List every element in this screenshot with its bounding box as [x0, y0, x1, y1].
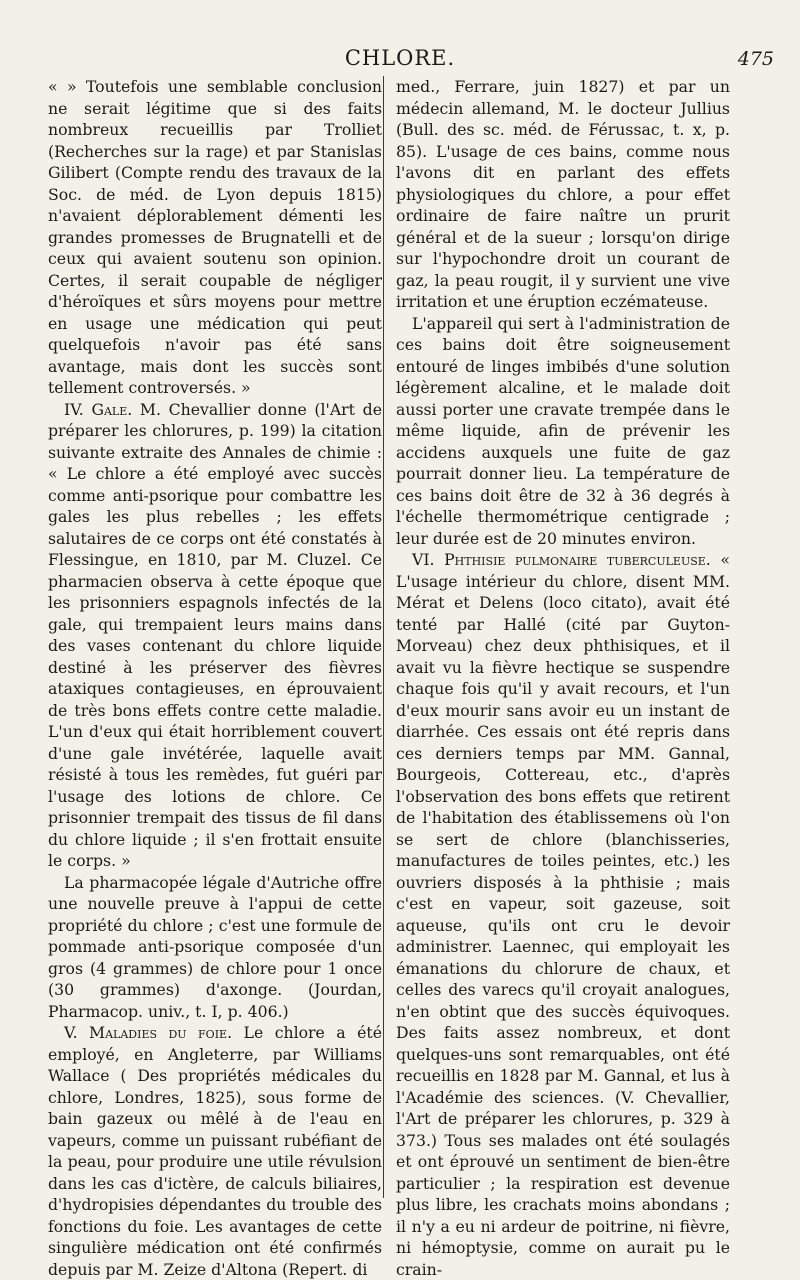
- left-column: [48, 76, 382, 1280]
- paragraph-bains-effets: med., Ferrare, juin 1827) et par un médecin allemand, M. le docteur Jullius (Bull. des sc. méd. de Férussac, t. x, p. 85). L'usage de ces bains, comme nous l'avons dit en parlant des effets physiologiques du chlore, a pour effet ordinaire de faire naître un prurit général et de la sueur ; lorsqu'on dirige sur l'hypochondre droit un courant de gaz, la peau rougit, il y survient une vive irritation et une éruption eczémateuse.: [396, 77, 730, 311]
- paragraph-appareil: L'appareil qui sert à l'administration de ces bains doit être soigneusement entouré de linges imbibés d'une solution légèrement alcaline, et le malade doit aussi porter une cravate trempée dans le même liquide, afin de prévenir les accidens auxquels une fuite de gaz pourrait donner lieu. La température de ces bains doit être de 32 à 36 degrés à l'échelle thermométrique centigrade ; leur durée est de 20 minutes environ.: [396, 313, 730, 548]
- running-head: [0, 46, 800, 74]
- paragraph-pharmacopee: La pharmacopée légale d'Autriche offre une nouvelle preuve à l'appui de cette propriété du chlore ; c'est une formule de pommade anti-psorique composée d'un gros (4 grammes) de chlore pour 1 once (30 grammes) d'axonge. (Jourdan, Pharmacop. univ., t. I, p. 406.): [48, 872, 382, 1021]
- column-divider: [383, 76, 384, 1198]
- right-column: [396, 76, 730, 1280]
- page-number: 475: [737, 48, 774, 70]
- section-heading-gale: IV. Gale.: [64, 399, 133, 419]
- page-title: CHLORE.: [344, 46, 456, 70]
- paragraph-gale: [48, 399, 382, 872]
- paragraph-maladies-foie: [48, 1022, 382, 1280]
- section-heading-maladies-foie: V. Maladies du foie.: [64, 1023, 233, 1042]
- section-heading-phthisie: VI. Phthisie pulmonaire tuberculeuse.: [412, 550, 711, 569]
- paragraph-maladies-foie-text: Le chlore a été employé, en Angleterre, par Williams Wallace ( Des propriétés médicales du chlore, Londres, 1825), sous forme de bain gazeux ou mêlé à de l'eau en vapeurs, comme un puissant rubéfiant de la peau, pour produire une utile révulsion dans les cas d'ictère, de calculs biliaires, d'hydropisies dépendantes du trouble des fonctions du foie. Les avantages de cette singulière médication ont été confirmés depuis par M. Zeize d'Altona (Repert. di: [48, 1023, 382, 1279]
- paragraph-rabies-conclusion: « » Toutefois une semblable conclusion ne serait légitime que si des faits nombreux recueillis par Trolliet (Recherches sur la rage) et par Stanislas Gilibert (Compte rendu des travaux de la Soc. de méd. de Lyon depuis 1815) n'avaient déplorablement démenti les grandes promesses de Brugnatelli et de ceux qui avaient soutenu son opinion. Certes, il serait coupable de négliger d'héroïques et sûrs moyens pour mettre en usage une médication qui peut quelquefois n'avoir pas été sans avantage, mais dont les succès sont tellement controversés. »: [48, 77, 382, 397]
- paragraph-phthisie-text: « L'usage intérieur du chlore, disent MM. Mérat et Delens (loco citato), avait été tenté par Hallé (cité par Guyton-Morveau) chez deux phthisiques, et il avait vu la fièvre hectique se suspendre chaque fois qu'il y avait recours, et l'un d'eux mourir sans avoir eu un instant de diarrhée. Ces essais ont été repris dans ces derniers temps par MM. Gannal, Bourgeois, Cottereau, etc., d'après l'observation des bons effets que retirent de l'habitation des établissemens où l'on se sert de chlore (blanchisseries, manufactures de toiles peintes, etc.) les ouvriers disposés à la phthisie ; mais c'est en vapeur, soit gazeuse, soit aqueuse, qu'ils ont cru le devoir administrer. Laennec, qui employait les émanations du chlorure de chaux, et celles des varecs qu'il croyait analogues, n'en obtint que des succès équivoques. Des faits assez nombreux, et dont quelques-uns sont remarquables, ont été recueillis en 1828 par M. Gannal, et lus à l'Académie des sciences. (V. Chevallier, l'Art de préparer les chlorures, p. 329 à 373.) Tous ses malades ont été soulagés et ont éprouvé un sentiment de bien-être particulier ; la respiration est devenue plus libre, les crachats moins abondans ; il n'y a eu ni ardeur de poitrine, ni fièvre, ni hémoptysie, comme on aurait pu le crain-: [396, 550, 730, 1279]
- paragraph-gale-text: M. Chevallier donne (l'Art de préparer les chlorures, p. 199) la citation suivante extraite des Annales de chimie : « Le chlore a été employé avec succès comme anti-psorique pour combattre les gales les plus rebelles ; les effets salutaires de ce corps ont été constatés à Flessingue, en 1810, par M. Cluzel. Ce pharmacien observa à cette époque que les prisonniers espagnols infectés de la gale, qui trempaient leurs mains dans des vases contenant du chlore liquide destiné à les préserver des fièvres ataxiques contagieuses, en éprouvaient de très bons effets contre cette maladie. L'un d'eux qui était horriblement couvert d'une gale invétérée, laquelle avait résisté à tous les remèdes, fut guéri par l'usage des lotions de chlore. Ce prisonnier trempait des tissus de fil dans du chlore liquide ; il s'en frottait ensuite le corps. »: [48, 399, 382, 870]
- paragraph-phthisie: [396, 549, 730, 1280]
